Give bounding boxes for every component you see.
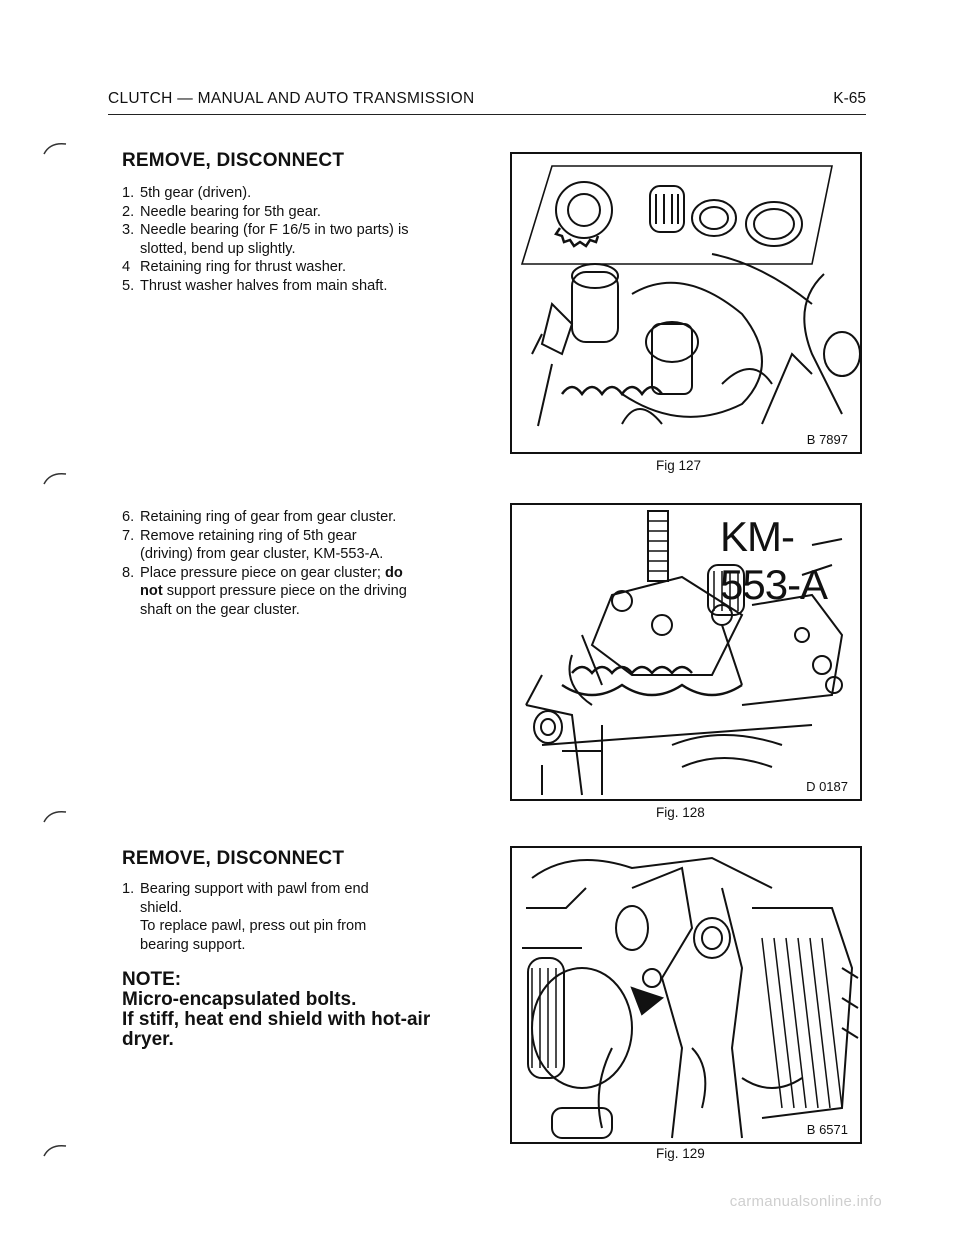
list-item: 4 Retaining ring for thrust washer.	[122, 259, 347, 275]
bearing-support-illustration-icon	[512, 848, 860, 1142]
list-item: 5. Thrust washer halves from main shaft.	[122, 277, 388, 294]
list-item: 8. Place pressure piece on gear cluster; do not support pressure piece on the driving shaft on the gear cluster.	[122, 564, 407, 618]
list-item: 3. Needle bearing (for F 16/5 in two parts) is slotted, bend up slightly.	[122, 222, 409, 257]
footer-watermark[interactable]: carmanualsonline.info	[729, 1193, 882, 1210]
margin-mark-icon	[42, 470, 70, 486]
figure-127	[510, 152, 862, 454]
page-header	[108, 88, 866, 115]
section-heading: REMOVE, DISCONNECT	[122, 150, 345, 171]
margin-mark-icon	[42, 808, 70, 824]
figure-caption: Fig. 128	[656, 805, 705, 820]
list-item: 1. 5th gear (driven).	[122, 185, 252, 201]
figure-129	[510, 846, 862, 1144]
figure-caption: Fig. 129	[656, 1146, 705, 1161]
margin-mark-icon	[42, 140, 70, 156]
list-item: 1. Bearing support with pawl from end shield. To replace pawl, press out pin from bearing support.	[122, 881, 369, 953]
gear-assembly-illustration-icon	[512, 154, 860, 452]
margin-mark-icon	[42, 1142, 70, 1158]
list-item: 6. Retaining ring of gear from gear cluster.	[122, 509, 397, 525]
instruction-list	[122, 508, 472, 619]
instruction-list	[122, 184, 462, 295]
page-title: CLUTCH — MANUAL AND AUTO TRANSMISSION	[108, 90, 475, 107]
instruction-list	[122, 880, 462, 954]
figure-caption: Fig 127	[656, 458, 702, 473]
figure-code: D 0187	[806, 779, 848, 794]
page-number: K-65	[833, 90, 866, 107]
section-heading: REMOVE, DISCONNECT	[122, 848, 345, 869]
list-item: 2. Needle bearing for 5th gear.	[122, 203, 321, 220]
tool-label: KM-553-A	[720, 513, 828, 608]
figure-code: B 6571	[806, 1122, 848, 1137]
note-block: NOTE: Micro-encapsulated bolts. If stiff, heat end shield with hot-air dryer.	[122, 969, 431, 1050]
figure-code: B 7897	[806, 432, 848, 447]
figure-128	[510, 503, 862, 801]
list-item: 7. Remove retaining ring of 5th gear (driving) from gear cluster, KM-553-A.	[122, 527, 384, 562]
